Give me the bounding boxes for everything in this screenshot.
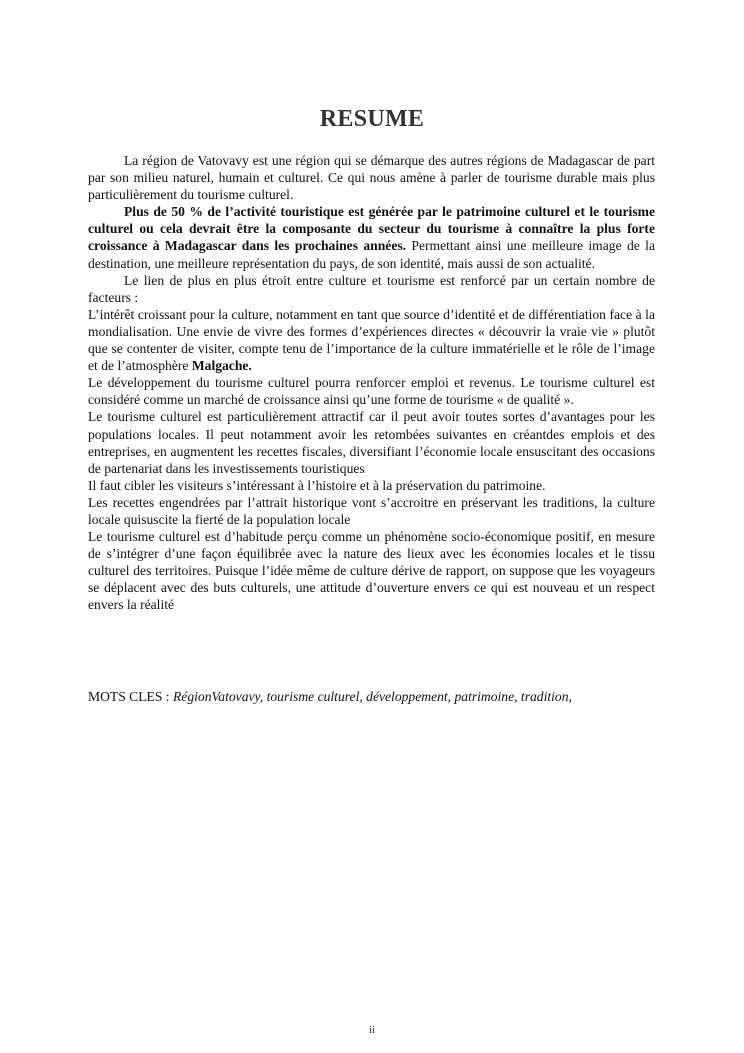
paragraph-interest-bold: Malgache. [191, 358, 252, 374]
paragraph-statistic [88, 203, 655, 271]
abstract-body [88, 152, 655, 614]
paragraph-statistic-bold: Plus de 50 % de l’activité touristique est générée par le patrimoine culturel et le tourisme culturel ou cela devrait être la composante du secteur du tourisme à connaître la plus forte croissance à Madagascar dans les prochaines années. [88, 204, 655, 254]
paragraph-interest [88, 306, 655, 374]
paragraph-development: Le développement du tourisme culturel pourra renforcer emploi et revenus. Le tourisme culturel est considéré comme un marché de croissance ainsi qu’une forme de tourisme « de qualité ». [88, 375, 655, 408]
keywords-label: MOTS CLES : [88, 689, 173, 704]
paragraph-advantages: Le tourisme culturel est particulièrement attractif car il peut avoir toutes sortes d’avantages pour les populations locales. Il peut notamment avoir les retombées suivantes en créantdes emplois et des entreprises, en augmentent les recettes fiscales, diversifiant l’économie locale ensuscitant des occasions de partenariat dans les investissements touristiques [88, 409, 655, 476]
page-title: RESUME [319, 106, 425, 132]
paragraph-revenue: Les recettes engendrées par l’attrait historique vont s’accroitre en préservant les traditions, la culture locale quisuscite la fierté de la population locale [88, 494, 655, 527]
paragraph-perception: Le tourisme culturel est d’habitude perçu comme un phénomène socio-économique positif, en mesure de s’intégrer d’une façon équilibrée avec la nature des lieux avec les économies locales et le tissu culturel des territoires. Puisque l’idée même de culture dérive de rapport, on suppose que les voyageurs se déplacent avec des buts culturels, une attitude d’ouverture envers ce qui est nouveau et un respect envers la réalité [88, 529, 655, 613]
paragraph-intro: La région de Vatovavy est une région qui se démarque des autres régions de Madagascar de part par son milieu naturel, humain et culturel. Ce qui nous amène à parler de tourisme durable mais plus particulièrement du tourisme culturel. [88, 153, 655, 203]
paragraph-factors: Le lien de plus en plus étroit entre culture et tourisme est renforcé par un certain nombre de facteurs : [88, 272, 655, 305]
keywords-values: RégionVatovavy, tourisme culturel, développement, patrimoine, tradition, [172, 689, 572, 704]
paragraph-statistic-rest: Permettant ainsi une meilleure image de la destination, une meilleure représentation du pays, de son identité, mais aussi de son actualité. [88, 238, 655, 271]
page-number: ii [368, 1024, 376, 1036]
keywords-line [88, 688, 655, 705]
paragraph-target: Il faut cibler les visiteurs s’intéressant à l’histoire et à la préservation du patrimoine. [88, 477, 546, 493]
paragraph-interest-text: L’intérêt croissant pour la culture, notamment en tant que source d’identité et de différentiation face à la mondialisation. Une envie de vivre des formes d’expériences directes « découvrir la vraie vie » plutôt que se contenter de visiter, compte tenu de l’importance de la culture immatérielle et le rôle de l’image et de l’atmosphère [88, 306, 655, 374]
